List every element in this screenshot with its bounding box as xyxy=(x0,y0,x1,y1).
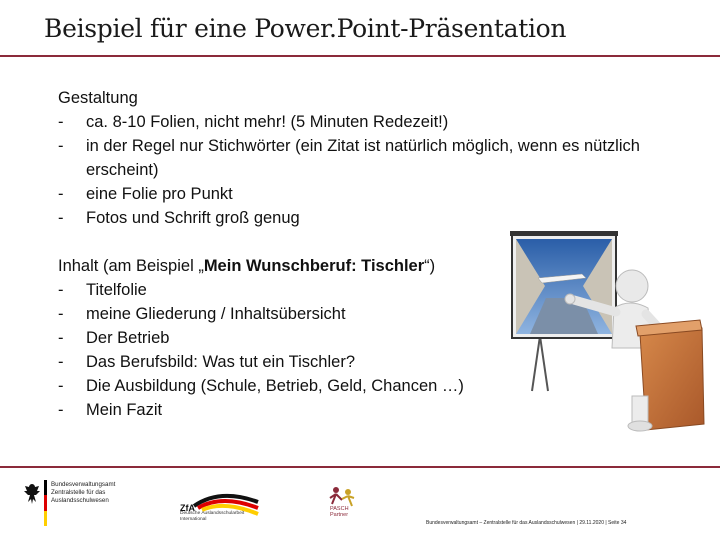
list-item: - in der Regel nur Stichwörter (ein Zitat ist natürlich möglich, wenn es nützlich erscheint) xyxy=(58,137,640,179)
federal-eagle-icon xyxy=(22,482,42,506)
list-item: - eine Folie pro Punkt xyxy=(58,185,233,203)
list-item: - Titelfolie xyxy=(58,281,147,299)
footer-divider xyxy=(0,466,720,468)
partner-label: PASCH Partner xyxy=(330,506,349,518)
section-heading-gestaltung: Gestaltung xyxy=(58,89,138,107)
list-item: - Die Ausbildung (Schule, Betrieb, Geld, Chancen …) xyxy=(58,377,464,395)
list-item: - Das Berufsbild: Was tut ein Tischler? xyxy=(58,353,355,371)
section-heading-inhalt: Inhalt (am Beispiel „Mein Wunschberuf: Tischler“) xyxy=(58,257,436,275)
list-item: - meine Gliederung / Inhaltsübersicht xyxy=(58,305,346,323)
list-item: - ca. 8-10 Folien, nicht mehr! (5 Minuten Redezeit!) xyxy=(58,113,449,131)
list-item: - Fotos und Schrift groß genug xyxy=(58,209,300,227)
presenter-illustration xyxy=(490,226,710,450)
zfa-label: ZfA Deutsche Auslandsschularbeit International xyxy=(180,503,245,522)
footer-note: Bundesverwaltungsamt – Zentralstelle für das Auslandsschulwesen | 29.11.2020 | Seite 34 xyxy=(426,520,627,526)
title-divider xyxy=(0,55,720,57)
german-flag-bar xyxy=(44,480,47,526)
list-item: - Der Betrieb xyxy=(58,329,170,347)
gestaltung-list xyxy=(58,110,658,230)
org-name: Bundesverwaltungsamt Zentralstelle für das Auslandsschulwesen xyxy=(51,481,116,504)
list-item: - Mein Fazit xyxy=(58,401,163,419)
slide-title: Beispiel für eine Power.Point-Präsentation xyxy=(44,14,567,43)
